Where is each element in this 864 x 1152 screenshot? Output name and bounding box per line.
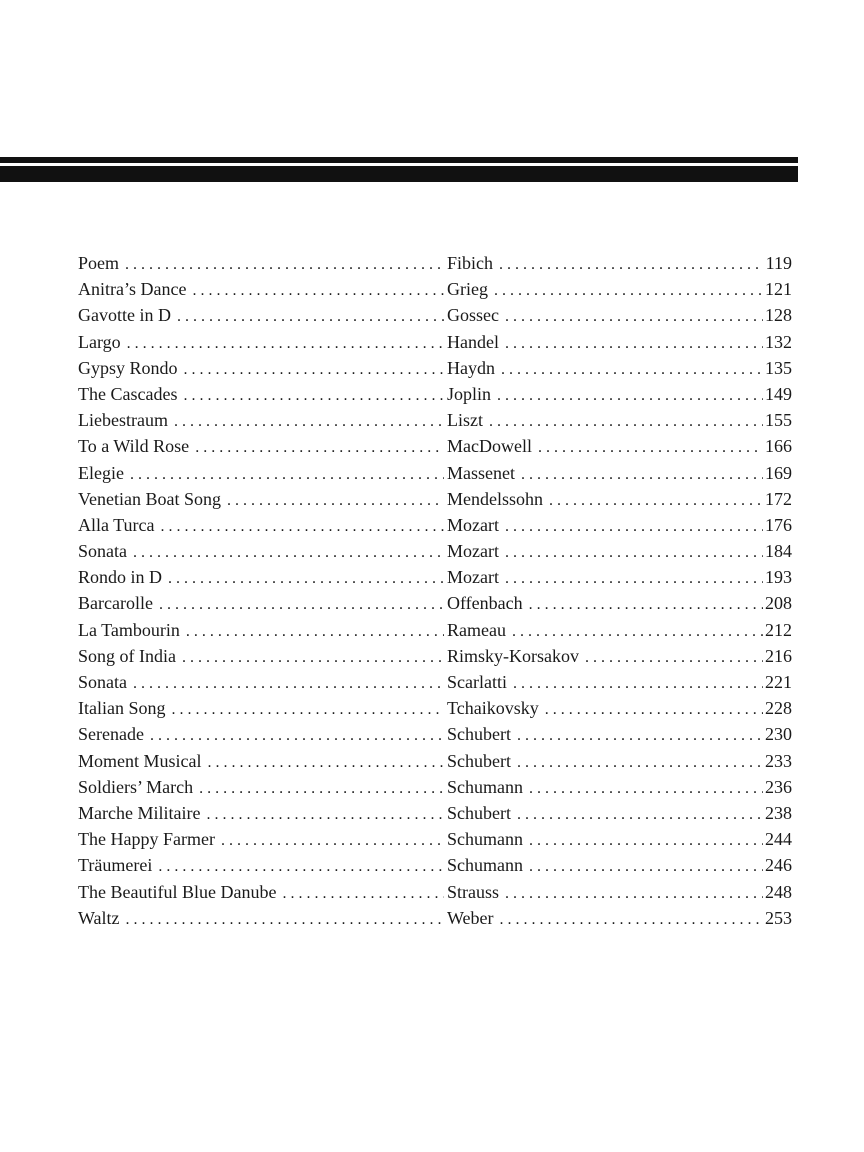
dot-leader [183,383,444,407]
dot-leader [585,645,763,669]
dot-leader [529,854,763,878]
entry-page-number: 128 [765,305,792,326]
dot-leader [505,566,763,590]
entry-composer-cell [447,800,792,826]
entry-composer: Grieg [447,279,488,300]
dot-leader [497,383,763,407]
entry-page-number: 208 [765,593,792,614]
entry-page-number: 193 [765,567,792,588]
dot-leader [195,435,444,459]
entry-title-cell [78,879,446,905]
entry-title: Alla Turca [78,514,155,535]
entry-page-number: 184 [765,541,792,562]
entry-composer-cell [447,669,792,695]
contents-entry [78,276,792,302]
contents-entry [78,800,792,826]
entry-title-cell [78,669,446,695]
entry-composer: Mozart [447,567,499,588]
contents-entry [78,355,792,381]
contents-entry [78,486,792,512]
entry-page-number: 244 [765,829,792,850]
entry-composer: Handel [447,331,499,352]
dot-leader [529,592,763,616]
entry-composer-cell [447,852,792,878]
contents-entry [78,460,792,486]
entry-title: Moment Musical [78,750,202,771]
entry-composer-cell [447,538,792,564]
entry-composer-cell [447,250,792,276]
entry-composer: Schubert [447,802,511,823]
entry-composer-cell [447,381,792,407]
entry-page-number: 172 [765,488,792,509]
contents-list [78,250,792,931]
entry-page-number: 216 [765,645,792,666]
entry-page-number: 169 [765,462,792,483]
dot-leader [206,802,444,826]
contents-entry [78,433,792,459]
entry-title-cell [78,381,446,407]
entry-page-number: 155 [765,410,792,431]
entry-title-cell [78,512,446,538]
entry-composer: Schumann [447,776,523,797]
dot-leader [549,488,763,512]
entry-title-cell [78,905,446,931]
entry-title: Venetian Boat Song [78,488,221,509]
dot-leader [158,854,444,878]
entry-page-number: 228 [765,698,792,719]
entry-title-cell [78,329,446,355]
entry-composer-cell [447,276,792,302]
entry-composer: Mozart [447,514,499,535]
contents-entry [78,852,792,878]
entry-composer: Tchaikovsky [447,698,539,719]
entry-page-number: 166 [765,436,792,457]
contents-entry [78,669,792,695]
dot-leader [529,776,763,800]
entry-composer-cell [447,879,792,905]
contents-entry [78,250,792,276]
dot-leader [174,409,444,433]
dot-leader [133,540,444,564]
entry-composer-cell [447,564,792,590]
entry-title: Serenade [78,724,144,745]
entry-title: Song of India [78,645,176,666]
entry-title: The Happy Farmer [78,829,215,850]
entry-composer-cell [447,407,792,433]
contents-entry [78,590,792,616]
entry-composer: Mendelssohn [447,488,543,509]
dot-leader [499,252,764,276]
entry-title: To a Wild Rose [78,436,190,457]
entry-page-number: 233 [765,750,792,771]
dot-leader [494,278,763,302]
entry-title: Sonata [78,672,127,692]
contents-entry [78,721,792,747]
entry-page-number: 132 [765,331,792,352]
entry-page-number: 236 [765,776,792,797]
entry-composer: Schubert [447,750,511,771]
dot-leader [168,566,444,590]
entry-composer: Schubert [447,724,511,745]
contents-entry [78,826,792,852]
dot-leader [184,357,444,381]
entry-title: Poem [78,253,120,273]
entry-page-number: 248 [765,881,792,902]
entry-composer-cell [447,905,792,931]
entry-title: The Beautiful Blue Danube [78,881,277,902]
dot-leader [199,776,444,800]
entry-composer-cell [447,617,792,643]
entry-page-number: 119 [765,253,792,273]
entry-title-cell [78,460,446,486]
header-rule-thick [0,166,798,182]
contents-entry [78,329,792,355]
entry-composer: Joplin [447,383,492,404]
entry-title: Marche Militaire [78,802,201,823]
entry-composer-cell [447,486,792,512]
entry-composer: Liszt [447,410,483,431]
entry-composer-cell [447,433,792,459]
dot-leader [161,514,445,538]
dot-leader [505,304,763,328]
entry-page-number: 135 [765,357,792,378]
dot-leader [545,697,763,721]
entry-page-number: 246 [765,855,792,876]
entry-composer: Massenet [447,462,515,483]
dot-leader [500,907,763,931]
entry-composer: MacDowell [447,436,532,457]
contents-entry [78,302,792,328]
entry-title-cell [78,774,446,800]
entry-title: La Tambourin [78,619,180,640]
dot-leader [538,435,763,459]
dot-leader [133,671,444,695]
dot-leader [159,592,444,616]
entry-title: Gavotte in D [78,305,171,326]
entry-title-cell [78,748,446,774]
dot-leader [150,723,444,747]
entry-title-cell [78,721,446,747]
entry-composer: Schumann [447,829,523,850]
dot-leader [182,645,444,669]
dot-leader [529,828,763,852]
entry-title-cell [78,538,446,564]
entry-title: Soldiers’ March [78,776,194,797]
entry-title: Liebestraum [78,410,168,431]
dot-leader [517,723,763,747]
entry-composer-cell [447,826,792,852]
entry-composer-cell [447,643,792,669]
entry-composer: Weber [447,907,494,928]
entry-title-cell [78,355,446,381]
dot-leader [505,331,763,355]
entry-title-cell [78,617,446,643]
dot-leader [505,540,763,564]
entry-title: Italian Song [78,698,166,719]
entry-composer-cell [447,695,792,721]
entry-title-cell [78,800,446,826]
contents-entry [78,695,792,721]
entry-composer-cell [447,329,792,355]
entry-title: Waltz [78,907,120,928]
entry-title-cell [78,276,446,302]
entry-composer: Haydn [447,357,495,378]
contents-entry [78,564,792,590]
dot-leader [186,619,444,643]
contents-entry [78,407,792,433]
entry-title: Anitra’s Dance [78,279,187,300]
entry-composer-cell [447,590,792,616]
entry-title-cell [78,643,446,669]
dot-leader [227,488,444,512]
dot-leader [489,409,763,433]
entry-composer: Gossec [447,305,499,326]
contents-entry [78,617,792,643]
dot-leader [192,278,444,302]
dot-leader [177,304,444,328]
entry-composer-cell [447,774,792,800]
entry-page-number: 212 [765,619,792,640]
contents-entry [78,774,792,800]
dot-leader [517,750,763,774]
contents-entry [78,512,792,538]
entry-composer-cell [447,460,792,486]
dot-leader [282,881,444,905]
entry-composer: Offenbach [447,593,523,614]
contents-entry [78,538,792,564]
entry-composer-cell [447,512,792,538]
contents-entry [78,748,792,774]
dot-leader [513,671,763,695]
contents-entry [78,381,792,407]
entry-title: Largo [78,331,121,352]
dot-leader [505,514,763,538]
dot-leader [501,357,763,381]
entry-composer-cell [447,748,792,774]
dot-leader [517,802,763,826]
entry-title-cell [78,433,446,459]
dot-leader [172,697,445,721]
entry-title-cell [78,302,446,328]
dot-leader [512,619,763,643]
entry-title: Elegie [78,462,124,483]
entry-title-cell [78,826,446,852]
dot-leader [130,462,444,486]
entry-page-number: 230 [765,724,792,745]
entry-composer: Mozart [447,541,499,562]
dot-leader [126,907,444,931]
entry-page-number: 253 [765,907,792,928]
entry-page-number: 221 [765,672,792,692]
entry-composer: Scarlatti [447,672,507,692]
entry-title: The Cascades [78,383,178,404]
entry-title-cell [78,695,446,721]
dot-leader [521,462,763,486]
entry-page-number: 176 [765,514,792,535]
entry-title-cell [78,486,446,512]
entry-composer: Fibich [447,253,494,273]
entry-page-number: 121 [765,279,792,300]
entry-composer: Rimsky-Korsakov [447,645,579,666]
contents-entry [78,879,792,905]
dot-leader [505,881,763,905]
entry-title-cell [78,564,446,590]
entry-title-cell [78,852,446,878]
header-rule-thin [0,157,798,163]
entry-page-number: 149 [765,383,792,404]
entry-title-cell [78,250,446,276]
dot-leader [127,331,444,355]
entry-title: Rondo in D [78,567,163,588]
dot-leader [125,252,444,276]
dot-leader [208,750,445,774]
entry-composer: Rameau [447,619,506,640]
contents-entry [78,643,792,669]
contents-entry [78,905,792,931]
entry-title: Sonata [78,541,127,562]
entry-title: Träumerei [78,855,153,876]
entry-composer: Schumann [447,855,523,876]
dot-leader [221,828,444,852]
entry-composer-cell [447,302,792,328]
entry-composer-cell [447,355,792,381]
entry-composer: Strauss [447,881,500,902]
entry-title-cell [78,590,446,616]
entry-title: Barcarolle [78,593,153,614]
entry-composer-cell [447,721,792,747]
entry-title: Gypsy Rondo [78,357,178,378]
entry-title-cell [78,407,446,433]
entry-page-number: 238 [765,802,792,823]
